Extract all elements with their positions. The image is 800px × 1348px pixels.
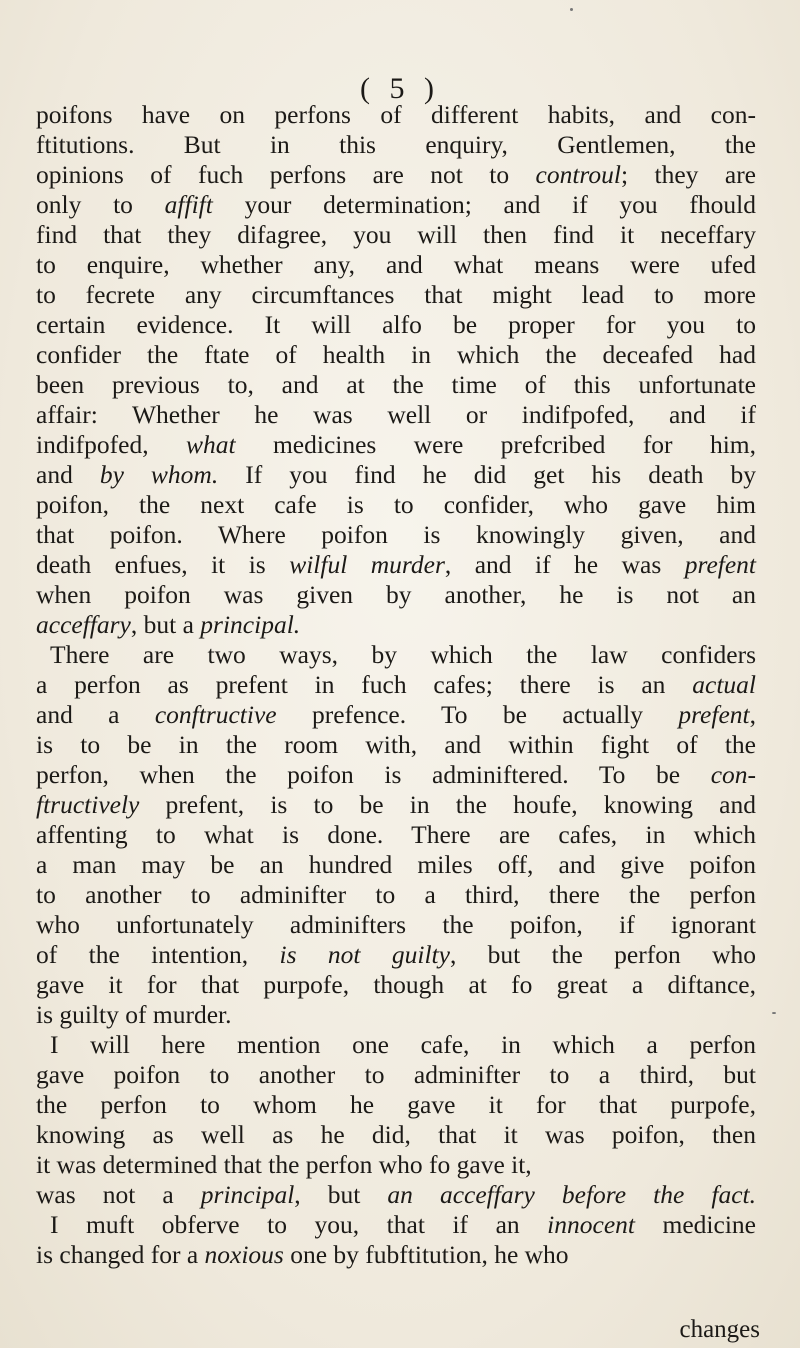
italic-run: affift: [164, 190, 213, 219]
text-run: , but the perfon who: [449, 940, 756, 969]
italic-run: acceffary: [36, 610, 131, 639]
text-run: is to be in the room with, and within fight of the: [36, 730, 756, 759]
text-line: [36, 460, 756, 490]
text-run: confider the ftate of health in which the deceafed had: [36, 340, 756, 369]
text-run: opinions of fuch perfons are not to: [36, 160, 536, 189]
text-run: gave it for that purpofe, though at fo great a diftance,: [36, 970, 756, 999]
text-run: poifon, the next cafe is to confider, who gave him: [36, 490, 756, 519]
text-line: [36, 430, 756, 460]
italic-run: conftructive: [154, 700, 277, 729]
text-run: a man may be an hundred miles off, and give poifon: [36, 850, 756, 879]
text-line: [36, 520, 756, 550]
text-line: [36, 400, 756, 430]
text-run: that poifon. Where poifon is knowingly given, and: [36, 520, 756, 549]
text-line: [36, 850, 756, 880]
text-line: [36, 610, 756, 640]
text-run: There are two ways, by which the law confiders: [50, 640, 756, 669]
text-line: [36, 1210, 756, 1240]
italic-run: ftructively: [36, 790, 140, 819]
text-line: [36, 730, 756, 760]
text-run: prefence. To be actually: [276, 700, 679, 729]
text-run: gave poifon to another to adminifter to a third, but: [36, 1060, 756, 1089]
text-run: your determination; and if you fhould: [212, 190, 757, 219]
italic-run: actual: [692, 670, 756, 699]
text-run: find that they difagree, you will then find it neceffary: [36, 220, 756, 249]
text-run: was not a: [36, 1180, 201, 1209]
text-run: , but: [294, 1180, 388, 1209]
body-text: [36, 100, 756, 1270]
text-run: to fecrete any circumftances that might lead to more: [36, 280, 756, 309]
text-run: a perfon as prefent in fuch cafes; there is an: [36, 670, 693, 699]
text-run: been previous to, and at the time of this unfortunate: [36, 370, 756, 399]
text-run: , but a: [130, 610, 201, 639]
text-run: the perfon to whom he gave it for that purpofe,: [36, 1090, 756, 1119]
text-line: [36, 970, 756, 1000]
text-line: [36, 550, 756, 580]
text-line: [36, 1090, 756, 1120]
text-run: indifpofed,: [36, 430, 186, 459]
text-line: [36, 1030, 756, 1060]
text-run: perfon, when the poifon is adminiftered. To be: [36, 760, 711, 789]
text-line: [36, 130, 756, 160]
text-line: [36, 280, 756, 310]
text-line: [36, 820, 756, 850]
text-run: ftitutions. But in this enquiry, Gentlemen, the: [36, 130, 756, 159]
text-line: [36, 490, 756, 520]
text-line: [36, 1240, 756, 1270]
text-line: [36, 100, 756, 130]
text-run: I will here mention one cafe, in which a perfon: [50, 1030, 756, 1059]
italic-run: controul: [535, 160, 621, 189]
paper-speck: [772, 1012, 776, 1014]
text-run: certain evidence. It will alfo be proper for you to: [36, 310, 756, 339]
italic-run: what: [185, 430, 236, 459]
text-line: [36, 910, 756, 940]
text-line: [36, 640, 756, 670]
text-run: one by fubftitution, he who: [283, 1240, 569, 1269]
text-line: [36, 940, 756, 970]
text-line: [36, 220, 756, 250]
text-run: who unfortunately adminifters the poifon, if ignorant: [36, 910, 756, 939]
text-line: [36, 760, 756, 790]
italic-run: an acceffary before the fact.: [387, 1180, 756, 1209]
text-run: and a: [36, 700, 155, 729]
italic-run: principal: [200, 1180, 295, 1209]
paper-speck: [570, 8, 573, 11]
text-run: affair: Whether he was well or indifpofed, and if: [36, 400, 756, 429]
text-run: to enquire, whether any, and what means were ufed: [36, 250, 756, 279]
italic-run: principal.: [200, 610, 301, 639]
text-run: prefent, is to be in the houfe, knowing and: [139, 790, 756, 819]
text-run: medicines were prefcribed for him,: [235, 430, 756, 459]
italic-run: prefent: [678, 700, 750, 729]
text-line: [36, 340, 756, 370]
italic-run: prefent: [684, 550, 757, 579]
italic-run: wilful murder: [289, 550, 445, 579]
italic-run: innocent: [547, 1210, 635, 1239]
text-line: [36, 1060, 756, 1090]
text-line: [36, 790, 756, 820]
text-run: affenting to what is done. There are cafes, in which: [36, 820, 756, 849]
text-line: [36, 700, 756, 730]
text-run: ; they are: [621, 160, 757, 189]
text-run: is guilty of murder.: [36, 1000, 232, 1029]
text-line: [36, 1120, 756, 1150]
text-run: I muft obferve to you, that if an: [50, 1210, 548, 1239]
text-line: [36, 670, 756, 700]
text-line: [36, 310, 756, 340]
page-number: ( 5 ): [360, 72, 440, 105]
text-line: [36, 160, 756, 190]
text-run: ,: [749, 700, 756, 729]
text-line: [36, 370, 756, 400]
text-run: and: [36, 460, 100, 489]
text-run: to another to adminifter to a third, there the perfon: [36, 880, 756, 909]
catchword: changes: [679, 1316, 760, 1343]
text-line: [36, 1180, 756, 1210]
italic-run: con-: [710, 760, 756, 789]
text-line: [36, 190, 756, 220]
text-run: only to: [36, 190, 165, 219]
text-run: death enfues, it is: [36, 550, 290, 579]
text-line: [36, 1000, 756, 1030]
text-run: If you find he did get his death by: [218, 460, 756, 489]
text-run: is changed for a: [36, 1240, 205, 1269]
text-line: [36, 1150, 756, 1180]
italic-run: is not guilty: [279, 940, 450, 969]
text-line: [36, 880, 756, 910]
italic-run: noxious: [204, 1240, 284, 1269]
text-run: it was determined that the perfon who fo gave it,: [36, 1150, 532, 1179]
text-line: [36, 580, 756, 610]
italic-run: by whom.: [99, 460, 219, 489]
text-run: when poifon was given by another, he is not an: [36, 580, 756, 609]
text-run: , and if he was: [444, 550, 685, 579]
text-run: knowing as well as he did, that it was poifon, then: [36, 1120, 756, 1149]
text-line: [36, 250, 756, 280]
text-run: medicine: [634, 1210, 756, 1239]
text-run: poifons have on perfons of different habits, and con-: [36, 100, 756, 129]
text-run: of the intention,: [36, 940, 280, 969]
